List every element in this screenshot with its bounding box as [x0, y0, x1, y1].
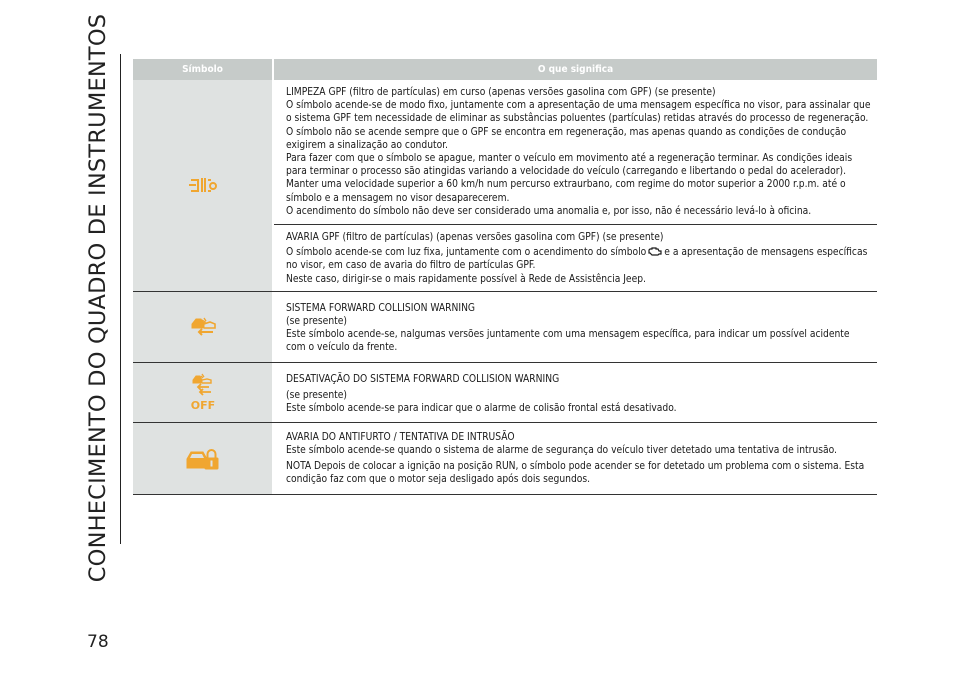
fcw-off-text: Este símbolo acende-se para indicar que o alarme de colisão frontal está desativado.	[286, 403, 677, 415]
anti-theft-alarm-icon	[185, 446, 221, 472]
off-label: OFF	[190, 399, 215, 413]
meaning-cell	[274, 80, 877, 291]
fcw-off-text: (se presente)	[286, 389, 347, 401]
table-row	[133, 292, 877, 363]
gpf-text: O símbolo acende-se de modo fixo, juntamente com a apresentação de uma mensagem específica no visor, para assinalar que o sistema GPF tem necessidade de eliminar as substâncias poluentes (partículas) retidas através do processo de regeneração.	[286, 100, 871, 125]
fcw-text: (se presente)	[286, 316, 347, 328]
table-header	[133, 59, 877, 80]
table-row	[133, 363, 877, 424]
gpf-failure-text: O símbolo acende-se com luz fixa, juntamente com o acendimento do símbolo e a apresentação de mensagens específicas no visor, em caso de avaria do filtro de partículas GPF.	[286, 247, 868, 272]
fcw-title: SISTEMA FORWARD COLLISION WARNING	[286, 302, 476, 314]
table-row	[133, 423, 877, 495]
fcw-off-title: DESATIVAÇÃO DO SISTEMA FORWARD COLLISION WARNING	[286, 373, 560, 385]
engine-check-icon	[648, 246, 662, 257]
fcw-text: Este símbolo acende-se, nalgumas versões juntamente com uma mensagem específica, para indicar um possível acidente com o veículo da frente.	[286, 329, 850, 354]
symbol-cell	[133, 363, 274, 423]
symbol-cell	[133, 292, 274, 362]
gpf-text: Manter uma velocidade superior a 60 km/h num percurso extraurbano, com regime do motor superior a 2000 r.p.m. até o símbolo e a mensagem no visor desaparecerem.	[286, 179, 846, 204]
meaning-cell	[274, 423, 877, 494]
gpf-text: Para fazer com que o símbolo se apague, manter o veículo em movimento até a regeneração terminar. As condições ideais para terminar o processo são atingidas variando a velocidade do veículo (carregando e libertando o pedal do acelerador).	[286, 153, 853, 178]
table-row	[133, 80, 877, 292]
gpf-filter-regeneration-icon	[188, 174, 218, 196]
symbol-cell	[133, 80, 274, 291]
meaning-cell	[274, 363, 877, 423]
gpf-text: O símbolo não se acende sempre que o GPF se encontra em regeneração, mas apenas quando as condições de condução exigirem a sinalização ao condutor.	[286, 126, 847, 151]
gpf-title: LIMPEZA GPF (filtro de partículas) em curso (apenas versões gasolina com GPF) (se presente)	[286, 87, 716, 98]
antitheft-title: AVARIA DO ANTIFURTO / TENTATIVA DE INTRUSÃO	[286, 432, 515, 444]
gpf-failure-section	[274, 224, 877, 286]
warning-lights-table	[133, 59, 877, 495]
chapter-title: CONHECIMENTO DO QUADRO DE INSTRUMENTOS	[85, 13, 111, 583]
gpf-failure-text: Neste caso, dirigir-se o mais rapidamente possível à Rede de Assistência Jeep.	[286, 273, 646, 285]
header-symbol: Símbolo	[133, 59, 274, 80]
gpf-text: O acendimento do símbolo não deve ser considerado uma anomalia e, por isso, não é necessário levá-lo à oficina.	[286, 205, 812, 217]
chapter-rule	[120, 54, 121, 544]
page-number: 78	[87, 632, 109, 652]
gpf-failure-title: AVARIA GPF (filtro de partículas) (apenas versões gasolina com GPF) (se presente)	[286, 232, 664, 244]
meaning-cell	[274, 292, 877, 362]
forward-collision-warning-off-icon	[189, 372, 217, 412]
antitheft-note: NOTA Depois de colocar a ignição na posição RUN, o símbolo pode acender se for detetado um problema com o sistema. Esta condição faz com que o motor seja desligado após dois segundos.	[286, 460, 865, 485]
header-meaning: O que significa	[537, 64, 614, 75]
antitheft-text: Este símbolo acende-se quando o sistema de alarme de segurança do veículo tiver detetado uma tentativa de intrusão.	[286, 445, 837, 457]
symbol-cell	[133, 423, 274, 494]
forward-collision-warning-icon	[189, 314, 217, 340]
